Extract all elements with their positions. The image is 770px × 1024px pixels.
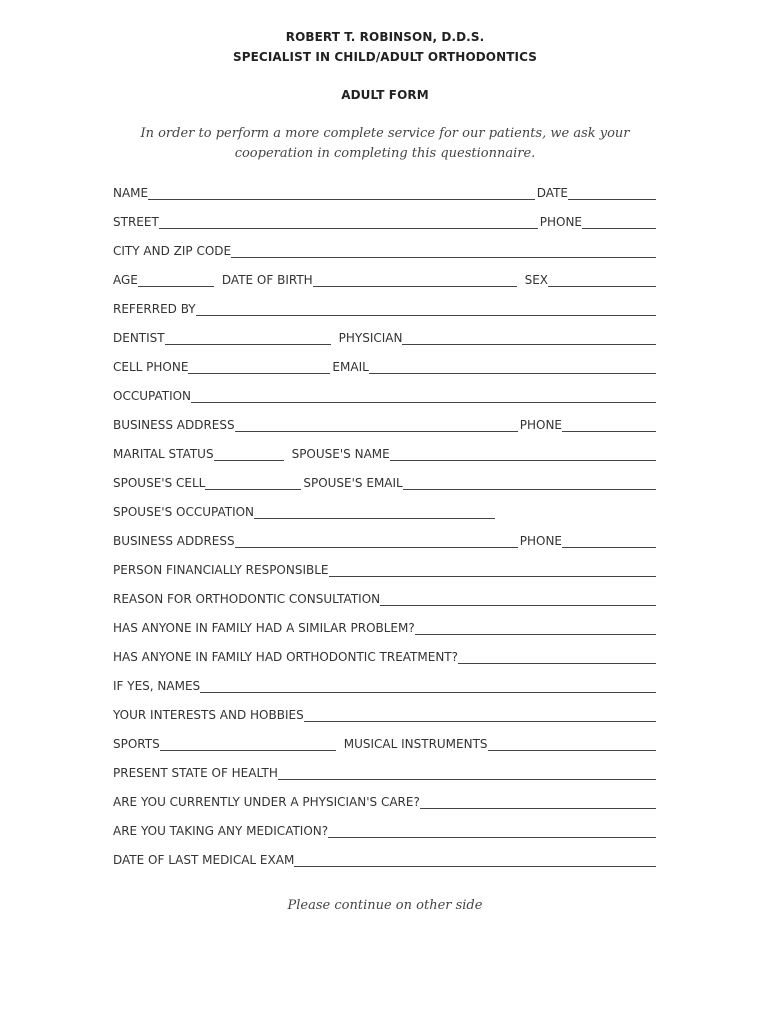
dob-field[interactable] (313, 274, 517, 287)
referred-by-label: REFERRED BY (113, 302, 196, 316)
row-name-date (113, 182, 658, 200)
last-exam-field[interactable] (294, 854, 656, 867)
row-financially-responsible (113, 559, 658, 577)
financially-responsible-field[interactable] (329, 564, 656, 577)
dob-label: DATE OF BIRTH (221, 273, 313, 287)
spouse-occupation-label: SPOUSE'S OCCUPATION (113, 505, 255, 519)
row-family-similar (113, 617, 658, 635)
present-health-label: PRESENT STATE OF HEALTH (113, 766, 278, 780)
spouse-occupation-field[interactable] (254, 506, 495, 519)
row-street-phone (113, 211, 658, 229)
name-field[interactable] (148, 187, 535, 200)
row-age-dob-sex (113, 269, 658, 287)
musical-instruments-label: MUSICAL INSTRUMENTS (343, 737, 488, 751)
spouse-business-address-label: BUSINESS ADDRESS (113, 534, 235, 548)
reason-consultation-label: REASON FOR ORTHODONTIC CONSULTATION (113, 592, 381, 606)
form-title: ADULT FORM (341, 88, 429, 102)
physician-care-label: ARE YOU CURRENTLY UNDER A PHYSICIAN'S CARE? (113, 795, 420, 809)
physician-label: PHYSICIAN (338, 331, 403, 345)
business-phone-field[interactable] (562, 419, 656, 432)
email-label: EMAIL (332, 360, 369, 374)
row-business-address (113, 414, 658, 432)
last-exam-label: DATE OF LAST MEDICAL EXAM (113, 853, 295, 867)
spouse-email-field[interactable] (403, 477, 656, 490)
sex-field[interactable] (548, 274, 656, 287)
referred-by-field[interactable] (196, 303, 656, 316)
spouse-name-field[interactable] (390, 448, 656, 461)
spouse-business-address-field[interactable] (235, 535, 518, 548)
row-referred-by (113, 298, 658, 316)
dentist-label: DENTIST (113, 331, 165, 345)
name-label: NAME (113, 186, 149, 200)
marital-status-label: MARITAL STATUS (113, 447, 214, 461)
interests-label: YOUR INTERESTS AND HOBBIES (113, 708, 304, 722)
row-city-zip (113, 240, 658, 258)
musical-instruments-field[interactable] (488, 738, 656, 751)
row-last-exam (113, 849, 658, 867)
marital-status-field[interactable] (214, 448, 284, 461)
business-address-field[interactable] (235, 419, 518, 432)
row-family-ortho (113, 646, 658, 664)
doctor-name: ROBERT T. ROBINSON, D.D.S. (285, 30, 485, 44)
row-marital-spouse (113, 443, 658, 461)
row-interests (113, 704, 658, 722)
sex-label: SEX (524, 273, 548, 287)
financially-responsible-label: PERSON FINANCIALLY RESPONSIBLE (113, 563, 329, 577)
phone-label: PHONE (539, 215, 582, 229)
row-spouse-cell-email (113, 472, 658, 490)
dentist-field[interactable] (165, 332, 331, 345)
street-field[interactable] (159, 216, 538, 229)
cell-phone-label: CELL PHONE (113, 360, 189, 374)
date-label: DATE (536, 186, 568, 200)
city-zip-label: CITY AND ZIP CODE (113, 244, 232, 258)
occupation-field[interactable] (191, 390, 656, 403)
physician-field[interactable] (402, 332, 656, 345)
sports-label: SPORTS (113, 737, 160, 751)
interests-field[interactable] (304, 709, 656, 722)
phone-field[interactable] (582, 216, 656, 229)
row-sports-music (113, 733, 658, 751)
sports-field[interactable] (160, 738, 336, 751)
row-dentist-physician (113, 327, 658, 345)
age-label: AGE (113, 273, 138, 287)
spouse-name-label: SPOUSE'S NAME (291, 447, 390, 461)
family-similar-field[interactable] (415, 622, 656, 635)
row-medication (113, 820, 658, 838)
street-label: STREET (113, 215, 159, 229)
row-spouse-business-address (113, 530, 658, 548)
city-zip-field[interactable] (231, 245, 656, 258)
row-reason-consultation (113, 588, 658, 606)
spouse-cell-label: SPOUSE'S CELL (113, 476, 206, 490)
if-yes-names-field[interactable] (200, 680, 656, 693)
family-ortho-label: HAS ANYONE IN FAMILY HAD ORTHODONTIC TREATMENT? (113, 650, 458, 664)
spouse-email-label: SPOUSE'S EMAIL (303, 476, 403, 490)
medication-label: ARE YOU TAKING ANY MEDICATION? (113, 824, 329, 838)
date-field[interactable] (568, 187, 656, 200)
row-present-health (113, 762, 658, 780)
row-if-yes-names (113, 675, 658, 693)
physician-care-field[interactable] (420, 796, 656, 809)
row-spouse-occupation (113, 501, 497, 519)
row-occupation (113, 385, 658, 403)
intro-text: In order to perform a more complete service for our patients, we ask your cooperation in completing this questionnaire. (140, 126, 630, 161)
email-field[interactable] (369, 361, 656, 374)
present-health-field[interactable] (278, 767, 656, 780)
business-address-label: BUSINESS ADDRESS (113, 418, 235, 432)
if-yes-names-label: IF YES, NAMES (113, 679, 201, 693)
spouse-business-phone-label: PHONE (519, 534, 562, 548)
business-phone-label: PHONE (519, 418, 562, 432)
age-field[interactable] (138, 274, 214, 287)
occupation-label: OCCUPATION (113, 389, 192, 403)
cell-phone-field[interactable] (188, 361, 330, 374)
continue-note: Please continue on other side (287, 898, 483, 913)
row-cell-email (113, 356, 658, 374)
family-similar-label: HAS ANYONE IN FAMILY HAD A SIMILAR PROBLEM? (113, 621, 415, 635)
specialty: SPECIALIST IN CHILD/ADULT ORTHODONTICS (233, 50, 537, 64)
spouse-cell-field[interactable] (205, 477, 301, 490)
reason-consultation-field[interactable] (380, 593, 656, 606)
family-ortho-field[interactable] (458, 651, 656, 664)
medication-field[interactable] (328, 825, 656, 838)
row-physician-care (113, 791, 658, 809)
spouse-business-phone-field[interactable] (562, 535, 656, 548)
